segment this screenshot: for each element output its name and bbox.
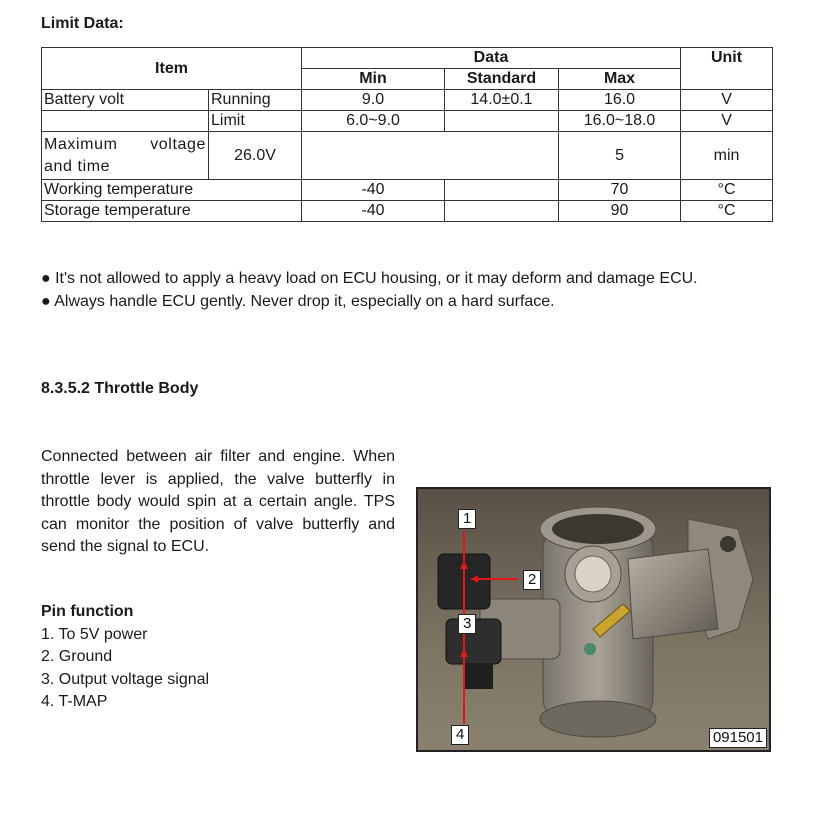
table-row: [42, 180, 773, 201]
cell-max: 16.0~18.0: [559, 111, 681, 132]
table-row: [42, 90, 773, 111]
callout-label: 2: [523, 570, 541, 590]
note-item: ● Always handle ECU gently. Never drop it, especially on a hard surface.: [41, 292, 555, 310]
cell-standard: [445, 180, 559, 201]
table-row: [42, 132, 773, 180]
cell-data-merged: [302, 132, 559, 180]
cell-sub: Running: [209, 90, 302, 111]
notes-list: [41, 268, 773, 313]
cell-item: [42, 111, 209, 132]
cell-unit: °C: [681, 201, 773, 222]
section-heading: 8.3.5.2 Throttle Body: [41, 380, 199, 397]
cell-item: Maximum voltage and time: [42, 132, 209, 180]
cell-standard: [445, 111, 559, 132]
header-unit: Unit: [681, 48, 773, 90]
callout-label: 4: [451, 725, 469, 745]
cell-min: 9.0: [302, 90, 445, 111]
list-item: 4. T-MAP: [41, 693, 108, 710]
callout-label: 3: [458, 614, 476, 634]
throttle-body-photo: [416, 487, 771, 752]
cell-sub: Limit: [209, 111, 302, 132]
cell-item: Battery volt: [42, 90, 209, 111]
cell-standard: 14.0±0.1: [445, 90, 559, 111]
cell-item: Storage temperature: [42, 201, 302, 222]
cell-sub: 26.0V: [209, 132, 302, 180]
table-row: [42, 201, 773, 222]
header-min: Min: [302, 69, 445, 90]
cell-unit: min: [681, 132, 773, 180]
photo-code: 091501: [709, 728, 767, 748]
table-header-row: [42, 48, 773, 69]
cell-standard: [445, 201, 559, 222]
pin-function-title: Pin function: [41, 603, 134, 620]
header-data: Data: [302, 48, 681, 69]
note-item: ● It's not allowed to apply a heavy load on ECU housing, or it may deform and damage ECU.: [41, 270, 698, 287]
pin-list: [41, 624, 209, 714]
pin-function-block: [41, 601, 209, 714]
cell-max: 5: [559, 132, 681, 180]
cell-unit: V: [681, 90, 773, 111]
callout-label: 1: [458, 509, 476, 529]
limit-data-heading: Limit Data:: [41, 15, 124, 32]
cell-max: 70: [559, 180, 681, 201]
cell-min: -40: [302, 201, 445, 222]
list-item: 3. Output voltage signal: [41, 670, 210, 688]
cell-max: 90: [559, 201, 681, 222]
cell-max: 16.0: [559, 90, 681, 111]
header-standard: Standard: [445, 69, 559, 90]
throttle-description: [41, 446, 395, 559]
cell-item: Working temperature: [42, 180, 302, 201]
cell-unit: V: [681, 111, 773, 132]
header-max: Max: [559, 69, 681, 90]
table-row: [42, 111, 773, 132]
cell-min: 6.0~9.0: [302, 111, 445, 132]
description-text: Connected between air filter and engine. When throttle lever is applied, the valve butterfly in throttle body would spin at a certain angle. TPS can monitor the position of valve butterfly and send the signal to ECU.: [41, 448, 395, 555]
list-item: 1. To 5V power: [41, 625, 148, 643]
limit-data-table: [41, 47, 773, 222]
cell-min: -40: [302, 180, 445, 201]
cell-unit: °C: [681, 180, 773, 201]
list-item: 2. Ground: [41, 648, 113, 665]
header-item: Item: [42, 48, 302, 90]
